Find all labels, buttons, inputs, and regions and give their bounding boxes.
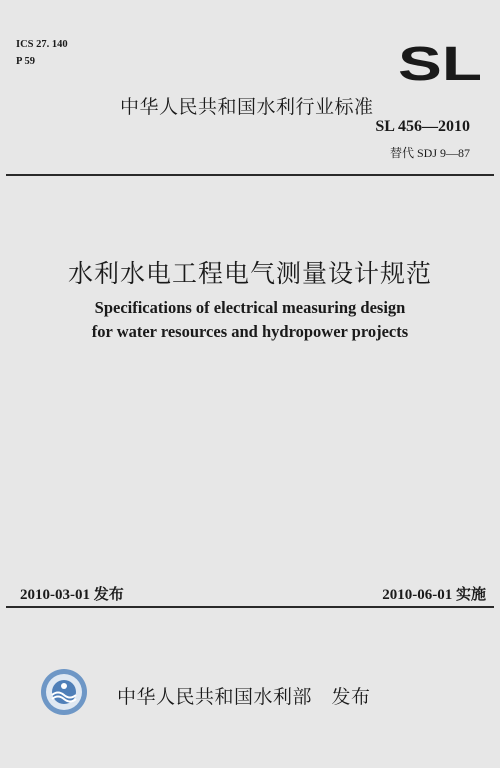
title-english-line1: Specifications of electrical measuring design [94,298,406,317]
title-english-line2: for water resources and hydropower projects [91,322,409,341]
footer-divider [6,606,494,608]
ministry-emblem-icon [40,668,88,716]
p-code: P 59 [16,56,35,67]
replaces-standard: 替代 SDJ 9—87 [389,146,470,160]
title-chinese: 水利水电工程电气测量设计规范 [67,259,432,288]
standard-number: SL 456—2010 [375,118,470,135]
ministry-standard-title: 中华人民共和国水利行业标准 [120,96,374,118]
sl-logo-icon [396,38,484,86]
ics-code: ICS 27. 140 [16,39,68,50]
implementation-date: 2010-06-01 实施 [382,587,486,603]
issue-date: 2010-03-01 发布 [20,587,124,603]
issuer: 中华人民共和国水利部 发布 [117,686,371,708]
sl-logo-text: SL [398,38,482,86]
header-divider [6,174,494,176]
